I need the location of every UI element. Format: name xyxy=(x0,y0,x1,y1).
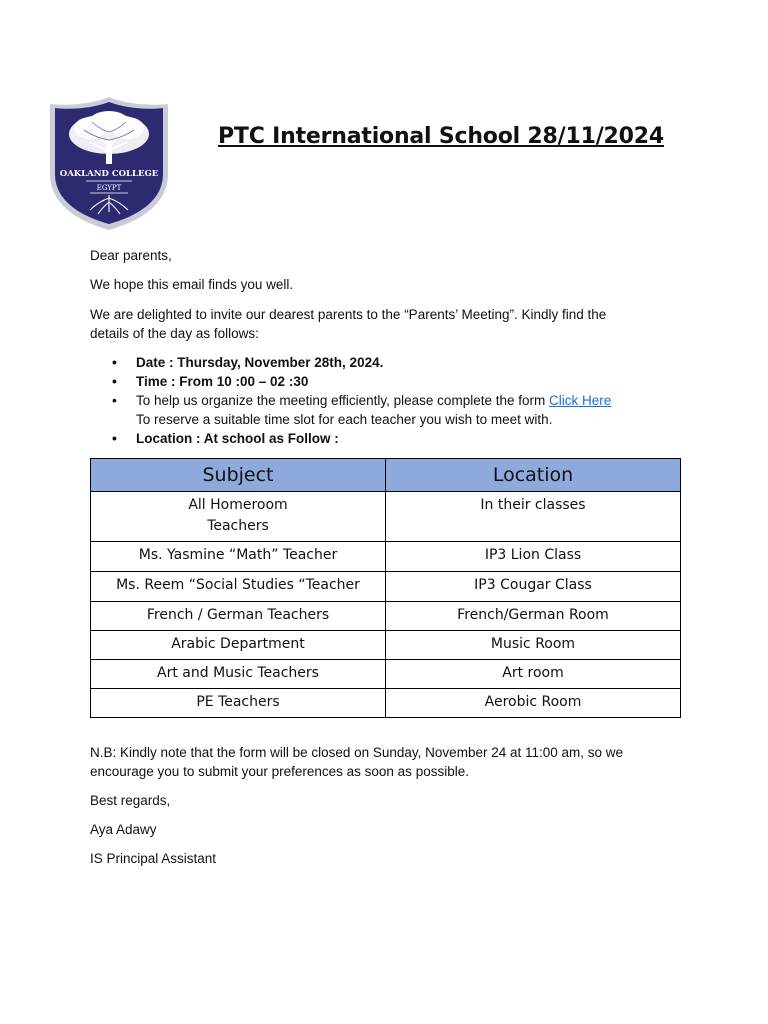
logo-text-line1: OAKLAND COLLEGE xyxy=(59,169,159,179)
page-title: PTC International School 28/11/2024 xyxy=(218,124,664,149)
nb-note xyxy=(90,743,700,781)
greeting: Dear parents, xyxy=(90,248,172,263)
form-text: To help us organize the meeting efficiently, please complete the form xyxy=(136,393,546,408)
location-cell: Art room xyxy=(386,660,681,689)
nb-line-1: N.B: Kindly note that the form will be closed on Sunday, November 24 at 11:00 am, so we xyxy=(90,745,624,760)
invite-line-2: details of the day as follows: xyxy=(90,326,259,341)
location-cell: Music Room xyxy=(386,631,681,660)
subject-cell: PE Teachers xyxy=(91,689,386,718)
signature-name: Aya Adawy xyxy=(90,822,157,837)
table-row xyxy=(91,492,681,542)
location-cell: IP3 Lion Class xyxy=(386,542,681,572)
details-list xyxy=(112,353,692,448)
table-row xyxy=(91,602,681,631)
oakland-college-logo xyxy=(46,94,172,232)
date-item: • Date : Thursday, November 28th, 2024. xyxy=(112,353,692,372)
signature-role: IS Principal Assistant xyxy=(90,851,217,866)
subject-cell: French / German Teachers xyxy=(91,602,386,631)
invite-text xyxy=(90,305,690,343)
form-item xyxy=(112,391,692,429)
subject-cell-line1: All Homeroom xyxy=(188,497,288,513)
subject-cell-line2: Teachers xyxy=(207,518,269,534)
subject-cell: Ms. Yasmine “Math” Teacher xyxy=(91,542,386,572)
subject-cell: Arabic Department xyxy=(91,631,386,660)
subject-cell: Ms. Reem “Social Studies “Teacher xyxy=(91,572,386,602)
location-table xyxy=(90,458,681,718)
invite-line-1: We are delighted to invite our dearest parents to the “Parents’ Meeting”. Kindly find the xyxy=(90,307,607,322)
time-item: • Time : From 10 :00 – 02 :30 xyxy=(112,372,692,391)
location-header: Location xyxy=(386,459,681,492)
table-row xyxy=(91,689,681,718)
location-cell: Aerobic Room xyxy=(386,689,681,718)
form-text-line2: To reserve a suitable time slot for each teacher you wish to meet with. xyxy=(136,412,553,427)
table-row xyxy=(91,660,681,689)
table-row xyxy=(91,542,681,572)
table-header-row xyxy=(91,459,681,492)
location-cell: IP3 Cougar Class xyxy=(386,572,681,602)
location-cell: In their classes xyxy=(386,492,681,542)
subject-cell xyxy=(91,492,386,542)
click-here-link[interactable]: Click Here xyxy=(549,393,612,408)
location-item: • Location : At school as Follow : xyxy=(112,429,692,448)
table-row xyxy=(91,631,681,660)
subject-cell: Art and Music Teachers xyxy=(91,660,386,689)
logo-text-line2: EGYPT xyxy=(96,184,122,192)
table-row xyxy=(91,572,681,602)
closing: Best regards, xyxy=(90,793,171,808)
intro-text: We hope this email finds you well. xyxy=(90,277,294,292)
subject-header: Subject xyxy=(91,459,386,492)
nb-line-2: encourage you to submit your preferences as soon as possible. xyxy=(90,764,469,779)
location-cell: French/German Room xyxy=(386,602,681,631)
